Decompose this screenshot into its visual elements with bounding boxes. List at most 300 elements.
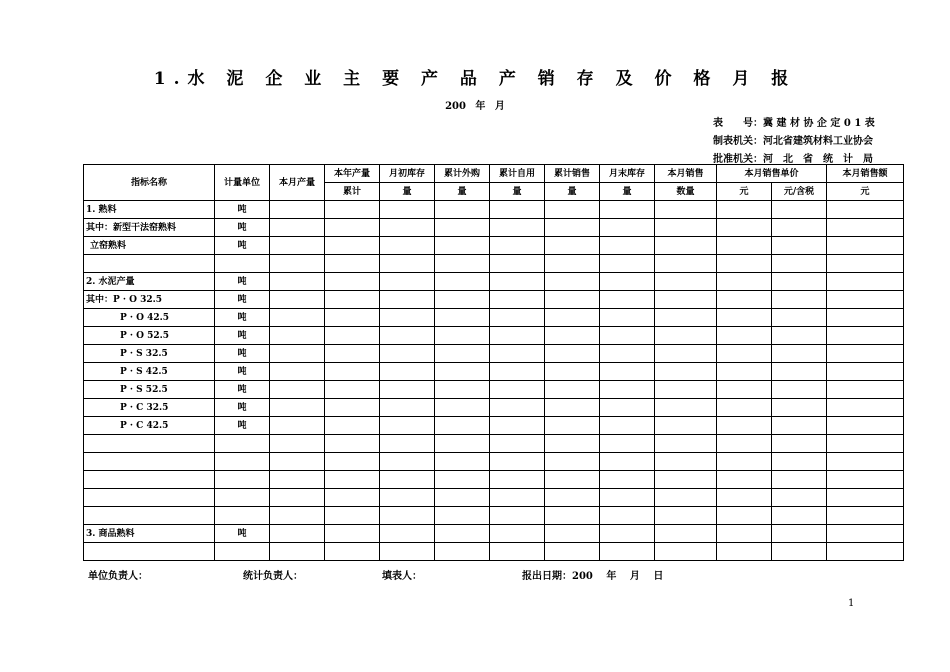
data-cell[interactable] [655,543,717,561]
data-cell[interactable] [827,489,904,507]
data-cell[interactable] [827,435,904,453]
data-cell[interactable] [655,471,717,489]
col-header-name: 指标名称 [84,165,215,201]
data-cell[interactable] [435,273,490,291]
data-cell[interactable] [545,363,600,381]
data-cell[interactable] [772,345,827,363]
table-row [84,363,904,381]
row-unit: 吨 [215,219,270,237]
data-cell[interactable] [325,453,380,471]
col-header-end-stock: 月末库存 [600,165,655,183]
data-cell[interactable] [827,453,904,471]
data-cell[interactable] [270,201,325,219]
data-cell[interactable] [435,255,490,273]
data-cell[interactable] [270,327,325,345]
data-cell[interactable] [545,543,600,561]
data-cell[interactable] [270,345,325,363]
data-cell[interactable] [490,417,545,435]
data-cell[interactable] [325,309,380,327]
data-cell[interactable] [490,237,545,255]
data-cell[interactable] [380,291,435,309]
data-cell[interactable] [600,273,655,291]
data-cell[interactable] [827,381,904,399]
data-cell[interactable] [435,525,490,543]
data-cell[interactable] [717,363,772,381]
col-header-sales-amount: 本月销售额 [827,165,904,183]
row-indicator-name [84,507,215,525]
data-cell[interactable] [655,219,717,237]
col-header-begin-stock: 月初库存 [380,165,435,183]
data-cell[interactable] [772,363,827,381]
col-subheader-purchase: 量 [435,183,490,201]
data-cell[interactable] [380,453,435,471]
data-cell[interactable] [270,219,325,237]
data-cell[interactable] [545,489,600,507]
data-cell[interactable] [435,471,490,489]
data-cell[interactable] [435,363,490,381]
data-cell[interactable] [325,417,380,435]
data-cell[interactable] [380,273,435,291]
data-cell[interactable] [325,219,380,237]
data-cell[interactable] [325,381,380,399]
row-unit: 吨 [215,345,270,363]
data-cell[interactable] [717,201,772,219]
data-cell[interactable] [717,345,772,363]
data-cell[interactable] [717,273,772,291]
row-unit [215,471,270,489]
data-cell[interactable] [380,237,435,255]
data-cell[interactable] [827,525,904,543]
data-cell[interactable] [380,201,435,219]
row-indicator-name: P · S 32.5 [84,345,215,363]
data-cell[interactable] [270,399,325,417]
table-row [84,453,904,471]
data-cell[interactable] [827,219,904,237]
data-cell[interactable] [490,381,545,399]
data-cell[interactable] [545,255,600,273]
data-cell[interactable] [827,237,904,255]
data-cell[interactable] [380,219,435,237]
row-indicator-name: 1. 熟料 [84,201,215,219]
data-cell[interactable] [270,381,325,399]
form-maker: 制表机关：河北省建筑材料工业协会 [713,136,873,147]
col-header-month-output: 本月产量 [270,165,325,201]
data-cell[interactable] [435,507,490,525]
data-cell[interactable] [772,399,827,417]
col-subheader-year-output: 累计 [325,183,380,201]
data-cell[interactable] [270,525,325,543]
data-cell[interactable] [655,381,717,399]
report-date-line: 200 年 月 [445,101,505,112]
data-cell[interactable] [325,525,380,543]
data-cell[interactable] [435,219,490,237]
data-cell[interactable] [325,399,380,417]
row-unit: 吨 [215,237,270,255]
data-cell[interactable] [717,237,772,255]
table-row [84,471,904,489]
data-cell[interactable] [717,327,772,345]
data-cell[interactable] [827,291,904,309]
data-cell[interactable] [325,471,380,489]
data-cell[interactable] [772,219,827,237]
data-cell[interactable] [545,507,600,525]
data-cell[interactable] [655,399,717,417]
data-cell[interactable] [545,201,600,219]
data-cell[interactable] [490,255,545,273]
data-cell[interactable] [717,291,772,309]
data-cell[interactable] [380,507,435,525]
row-indicator-name [84,453,215,471]
row-unit [215,543,270,561]
report-title: 1.水 泥 企 业 主 要 产 品 产 销 存 及 价 格 月 报 [153,69,797,89]
row-indicator-name: P · O 42.5 [84,309,215,327]
data-cell[interactable] [600,399,655,417]
data-cell[interactable] [380,399,435,417]
data-cell[interactable] [600,489,655,507]
data-cell[interactable] [435,381,490,399]
data-cell[interactable] [717,471,772,489]
data-cell[interactable] [717,543,772,561]
data-cell[interactable] [600,381,655,399]
col-subheader-price-tax: 元/含税 [772,183,827,201]
col-header-self-use: 累计自用 [490,165,545,183]
data-cell[interactable] [490,525,545,543]
col-subheader-sales: 量 [545,183,600,201]
data-cell[interactable] [325,291,380,309]
col-subheader-price-yuan: 元 [717,183,772,201]
data-cell[interactable] [655,237,717,255]
data-cell[interactable] [600,291,655,309]
data-cell[interactable] [655,309,717,327]
data-cell[interactable] [600,507,655,525]
data-cell[interactable] [270,237,325,255]
data-cell[interactable] [490,327,545,345]
data-cell[interactable] [270,507,325,525]
data-cell[interactable] [717,255,772,273]
row-indicator-name: P · S 42.5 [84,363,215,381]
row-unit: 吨 [215,291,270,309]
row-unit: 吨 [215,399,270,417]
form-number: 表 号：冀 建 材 协 企 定 0 1 表 [713,118,875,129]
data-cell[interactable] [380,417,435,435]
data-cell[interactable] [325,255,380,273]
page-number: 1 [848,598,855,609]
col-subheader-month-sales: 数量 [655,183,717,201]
col-header-purchase: 累计外购 [435,165,490,183]
data-cell[interactable] [717,489,772,507]
data-cell[interactable] [827,417,904,435]
table-row [84,489,904,507]
data-cell[interactable] [772,471,827,489]
data-cell[interactable] [490,399,545,417]
data-cell[interactable] [435,237,490,255]
row-indicator-name: P · O 52.5 [84,327,215,345]
data-cell[interactable] [655,489,717,507]
data-cell[interactable] [655,273,717,291]
row-unit [215,507,270,525]
data-cell[interactable] [380,543,435,561]
row-indicator-name: 其中：P · O 32.5 [84,291,215,309]
data-cell[interactable] [490,309,545,327]
data-cell[interactable] [380,363,435,381]
row-unit: 吨 [215,525,270,543]
data-cell[interactable] [717,309,772,327]
data-cell[interactable] [827,507,904,525]
row-indicator-name: 立窑熟料 [84,237,215,255]
data-cell[interactable] [772,435,827,453]
data-cell[interactable] [827,363,904,381]
data-cell[interactable] [827,273,904,291]
data-cell[interactable] [772,543,827,561]
data-cell[interactable] [435,435,490,453]
data-cell[interactable] [435,201,490,219]
data-cell[interactable] [717,525,772,543]
data-cell[interactable] [655,291,717,309]
data-cell[interactable] [655,201,717,219]
col-subheader-self-use: 量 [490,183,545,201]
data-cell[interactable] [270,273,325,291]
data-cell[interactable] [325,489,380,507]
report-table [83,164,904,561]
data-cell[interactable] [490,345,545,363]
data-cell[interactable] [325,435,380,453]
data-cell[interactable] [545,309,600,327]
data-cell[interactable] [270,435,325,453]
data-cell[interactable] [600,255,655,273]
data-cell[interactable] [655,435,717,453]
data-cell[interactable] [325,201,380,219]
row-unit: 吨 [215,363,270,381]
data-cell[interactable] [545,237,600,255]
form-approver: 批准机关：河 北 省 统 计 局 [713,154,873,165]
data-cell[interactable] [655,507,717,525]
data-cell[interactable] [490,219,545,237]
data-cell[interactable] [270,543,325,561]
col-header-month-sales: 本月销售 [655,165,717,183]
table-row [84,219,904,237]
data-cell[interactable] [772,237,827,255]
row-unit [215,255,270,273]
data-cell[interactable] [827,345,904,363]
table-row [84,201,904,219]
data-cell[interactable] [435,345,490,363]
row-unit [215,435,270,453]
data-cell[interactable] [545,219,600,237]
data-cell[interactable] [717,219,772,237]
data-cell[interactable] [380,381,435,399]
report-table-body [84,201,904,561]
data-cell[interactable] [772,201,827,219]
table-row [84,399,904,417]
row-indicator-name [84,471,215,489]
data-cell[interactable] [600,417,655,435]
data-cell[interactable] [435,417,490,435]
table-row [84,525,904,543]
data-cell[interactable] [270,417,325,435]
data-cell[interactable] [380,489,435,507]
data-cell[interactable] [270,309,325,327]
data-cell[interactable] [772,381,827,399]
data-cell[interactable] [717,453,772,471]
footer-report-date: 报出日期：200 年 月 日 [522,571,664,582]
row-indicator-name: 2. 水泥产量 [84,273,215,291]
data-cell[interactable] [772,453,827,471]
table-row [84,309,904,327]
data-cell[interactable] [270,291,325,309]
data-cell[interactable] [600,471,655,489]
data-cell[interactable] [600,201,655,219]
data-cell[interactable] [772,327,827,345]
data-cell[interactable] [380,435,435,453]
data-cell[interactable] [380,471,435,489]
data-cell[interactable] [380,345,435,363]
row-unit: 吨 [215,327,270,345]
data-cell[interactable] [772,291,827,309]
data-cell[interactable] [545,435,600,453]
data-cell[interactable] [490,201,545,219]
row-indicator-name [84,489,215,507]
data-cell[interactable] [827,201,904,219]
data-cell[interactable] [772,255,827,273]
data-cell[interactable] [435,453,490,471]
row-unit: 吨 [215,201,270,219]
table-row [84,237,904,255]
data-cell[interactable] [325,543,380,561]
data-cell[interactable] [600,435,655,453]
data-cell[interactable] [772,525,827,543]
data-cell[interactable] [655,255,717,273]
data-cell[interactable] [435,327,490,345]
data-cell[interactable] [435,489,490,507]
data-cell[interactable] [772,489,827,507]
data-cell[interactable] [490,363,545,381]
data-cell[interactable] [380,255,435,273]
data-cell[interactable] [490,435,545,453]
data-cell[interactable] [490,507,545,525]
data-cell[interactable] [545,327,600,345]
data-cell[interactable] [600,327,655,345]
row-unit: 吨 [215,273,270,291]
data-cell[interactable] [717,381,772,399]
row-unit [215,453,270,471]
data-cell[interactable] [600,219,655,237]
data-cell[interactable] [545,381,600,399]
data-cell[interactable] [600,453,655,471]
data-cell[interactable] [827,327,904,345]
data-cell[interactable] [600,543,655,561]
data-cell[interactable] [435,543,490,561]
data-cell[interactable] [655,453,717,471]
data-cell[interactable] [490,489,545,507]
data-cell[interactable] [545,525,600,543]
data-cell[interactable] [545,399,600,417]
data-cell[interactable] [827,399,904,417]
row-indicator-name: P · C 32.5 [84,399,215,417]
table-row [84,255,904,273]
table-row [84,543,904,561]
data-cell[interactable] [717,399,772,417]
data-cell[interactable] [270,255,325,273]
table-row [84,507,904,525]
data-cell[interactable] [325,507,380,525]
col-header-unit: 计量单位 [215,165,270,201]
data-cell[interactable] [655,417,717,435]
data-cell[interactable] [490,273,545,291]
data-cell[interactable] [545,345,600,363]
data-cell[interactable] [827,543,904,561]
row-indicator-name: 3. 商品熟料 [84,525,215,543]
data-cell[interactable] [545,471,600,489]
data-cell[interactable] [325,273,380,291]
data-cell[interactable] [490,471,545,489]
col-header-year-output: 本年产量 [325,165,380,183]
data-cell[interactable] [435,291,490,309]
data-cell[interactable] [325,237,380,255]
data-cell[interactable] [717,417,772,435]
data-cell[interactable] [717,435,772,453]
col-header-unit-price: 本月销售单价 [717,165,827,183]
table-row [84,381,904,399]
data-cell[interactable] [717,507,772,525]
data-cell[interactable] [270,453,325,471]
data-cell[interactable] [772,309,827,327]
data-cell[interactable] [772,417,827,435]
row-indicator-name: P · S 52.5 [84,381,215,399]
data-cell[interactable] [490,453,545,471]
data-cell[interactable] [380,327,435,345]
data-cell[interactable] [490,543,545,561]
data-cell[interactable] [827,255,904,273]
data-cell[interactable] [600,345,655,363]
data-cell[interactable] [600,237,655,255]
col-subheader-begin-stock: 量 [380,183,435,201]
table-row [84,345,904,363]
data-cell[interactable] [545,453,600,471]
data-cell[interactable] [655,327,717,345]
data-cell[interactable] [270,363,325,381]
row-unit: 吨 [215,309,270,327]
data-cell[interactable] [545,273,600,291]
data-cell[interactable] [270,489,325,507]
data-cell[interactable] [325,345,380,363]
data-cell[interactable] [380,309,435,327]
data-cell[interactable] [655,345,717,363]
data-cell[interactable] [380,525,435,543]
footer-unit-head: 单位负责人： [88,571,148,582]
data-cell[interactable] [545,417,600,435]
data-cell[interactable] [490,291,545,309]
data-cell[interactable] [600,525,655,543]
data-cell[interactable] [772,273,827,291]
data-cell[interactable] [435,399,490,417]
data-cell[interactable] [325,363,380,381]
data-cell[interactable] [827,471,904,489]
data-cell[interactable] [435,309,490,327]
row-indicator-name: P · C 42.5 [84,417,215,435]
data-cell[interactable] [772,507,827,525]
data-cell[interactable] [827,309,904,327]
data-cell[interactable] [545,291,600,309]
data-cell[interactable] [655,363,717,381]
col-header-sales: 累计销售 [545,165,600,183]
data-cell[interactable] [655,525,717,543]
data-cell[interactable] [325,327,380,345]
data-cell[interactable] [600,363,655,381]
data-cell[interactable] [270,471,325,489]
row-unit: 吨 [215,417,270,435]
data-cell[interactable] [600,309,655,327]
row-indicator-name [84,543,215,561]
